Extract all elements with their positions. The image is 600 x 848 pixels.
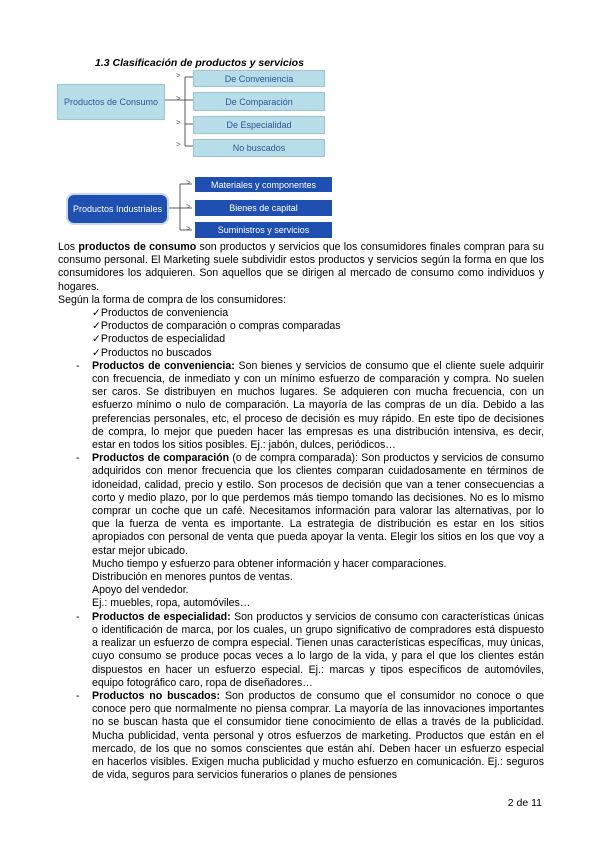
node-bienes-capital: Bienes de capital: [195, 200, 332, 216]
list-item: ✓ Productos no buscados: [92, 347, 544, 360]
section-list: [58, 360, 544, 783]
arrow-icon: >: [176, 94, 181, 103]
classification-diagram: [0, 0, 600, 240]
body-text: [58, 241, 544, 782]
arrow-icon: >: [176, 118, 181, 127]
node-no-buscados: No buscados: [193, 139, 325, 157]
arrow-icon: >: [176, 140, 181, 149]
section-especialidad: - Productos de especialidad: Son productos y servicios de consumo con características únicas o identificación de marca, por los cuales, un grupo significativo de compradores está dispuesto a realizar un esfuerzo de compra especial. Tienen unas características específicas, muy únicas, cuyo consumo se produce pocas veces a lo largo de la vida, y para el que los clientes están dispuestos en hacer un esfuerzo especial. Ej.: marcas y tipos específicos de automóviles, equipo fotográfico caro, ropa de diseñadores…: [58, 611, 544, 690]
list-item: ✓ Productos de especialidad: [92, 333, 544, 346]
node-especialidad: De Especialidad: [193, 116, 325, 134]
consumer-products-node: Productos de Consumo: [57, 84, 165, 120]
checklist: [58, 307, 544, 360]
arrow-icon: >: [186, 178, 191, 187]
arrow-icon: >: [186, 202, 191, 211]
node-materiales: Materiales y componentes: [195, 177, 332, 192]
list-item: ✓ Productos de conveniencia: [92, 307, 544, 320]
node-conveniencia: De Conveniencia: [193, 70, 325, 87]
arrow-icon: >: [186, 224, 191, 233]
page-number: 2 de 11: [507, 797, 542, 809]
arrow-icon: >: [176, 71, 181, 80]
industrial-products-node: Productos Industriales: [68, 195, 167, 223]
intro-paragraph: Los productos de consumo son productos y servicios que los consumidores finales compran para su consumo personal. El Marketing suele subdividir estos productos y servicios según la forma en que los consumidores los adquieren. Son aquellos que se dirigen al mercado de consumo como individuos y hogares.: [58, 241, 544, 293]
list-item: ✓ Productos de comparación o compras comparadas: [92, 320, 544, 333]
node-suministros: Suministros y servicios: [195, 222, 332, 238]
section-conveniencia: - Productos de conveniencia: Son bienes y servicios de consumo que el cliente suele adquirir con frecuencia, de inmediato y con un mínimo esfuerzo de comparación y compra. No suelen ser caros. Se distribuyen en muchos lugares. Se adquieren con mucha frecuencia, con un esfuerzo mínimo o nulo de comparación. La mayoría de las compras de un día. Debido a las preferencias personales, etc, el proceso de decisión es muy rápido. En este tipo de decisiones de compra, lo mejor que pueden hacer las empresas es una distribución intensiva, es decir, estar en todos los sitios posibles. Ej.: jabón, dulces, periódicos…: [58, 360, 544, 452]
section-no-buscados: - Productos no buscados: Son productos de consumo que el consumidor no conoce o que conoce pero que normalmente no piensa comprar. La mayoría de las innovaciones importantes no se buscan hasta que el consumidor tiene conocimiento de ellas a través de la publicidad. Mucha publicidad, venta personal y otros esfuerzos de marketing. Productos que están en el mercado, de los que no somos conscientes que están ahí. Deben hacer un esfuerzo especial en hacerlos visibles. Exigen mucha publicidad y mucho esfuerzo en comunicación. Ej.: seguros de vida, seguros para servicios funerarios o planes de pensiones: [58, 690, 544, 782]
section-comparacion: - Productos de comparación (o de compra comparada): Son productos y servicios de consumo adquiridos con menor frecuencia que los clientes comparan cuidadosamente en términos de idoneidad, calidad, precio y estilo. Son procesos de decisión que van a tener consecuencias a corto y medio plazo, por lo que perdemos más tiempo tomando las decisiones. No es lo mismo comprar un coche que un café. Necesitamos información para valorar las alternativas, por lo que la fuerza de venta es importante. La estrategia de distribución es estar en los sitios apropiados con personal de venta que pueda apoyar la venta. Elegir los sitios en los que voy a estar mejor ubicado. Mucho tiempo y esfuerzo para obtener información y hacer comparaciones. Distribución en menores puntos de ventas. Apoyo del vendedor. Ej.: muebles, ropa, automóviles…: [58, 452, 544, 610]
intro-lead: Según la forma de compra de los consumidores:: [58, 293, 286, 306]
node-comparacion: De Comparación: [193, 92, 325, 111]
section-title: 1.3 Clasificación de productos y servicios: [95, 57, 304, 69]
